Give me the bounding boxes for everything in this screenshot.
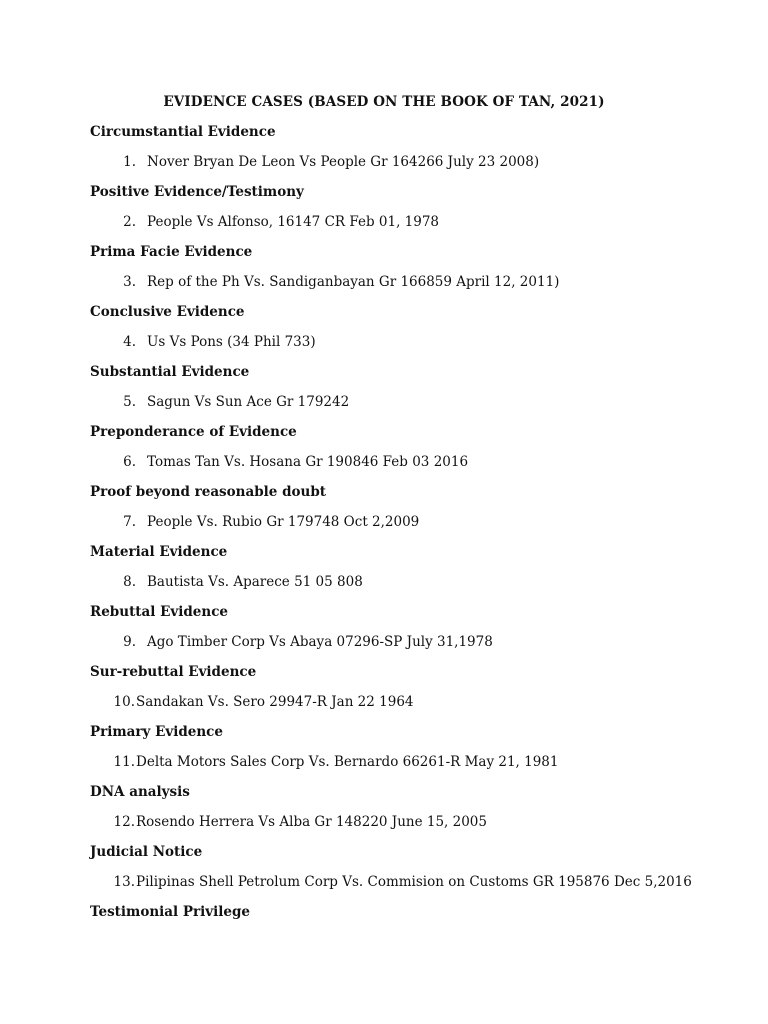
case-item bbox=[90, 334, 316, 350]
case-text: Ago Timber Corp Vs Abaya 07296-SP July 31,1978 bbox=[147, 634, 493, 650]
case-text: People Vs. Rubio Gr 179748 Oct 2,2009 bbox=[147, 514, 420, 530]
section-conclusive bbox=[90, 304, 730, 364]
section-heading: DNA analysis bbox=[90, 784, 190, 800]
case-text: Us Vs Pons (34 Phil 733) bbox=[147, 334, 316, 350]
section-proof-beyond-doubt bbox=[90, 484, 730, 544]
case-number: 9. bbox=[123, 634, 136, 650]
section-heading: Testimonial Privilege bbox=[90, 904, 250, 920]
section-heading: Primary Evidence bbox=[90, 724, 223, 740]
case-item bbox=[90, 454, 468, 470]
section-judicial-notice bbox=[90, 844, 730, 904]
case-item bbox=[90, 274, 559, 290]
case-text: People Vs Alfonso, 16147 CR Feb 01, 1978 bbox=[147, 214, 440, 230]
case-item bbox=[90, 154, 539, 170]
case-number: 3. bbox=[123, 274, 136, 290]
case-number: 12. bbox=[113, 814, 135, 830]
section-heading: Material Evidence bbox=[90, 544, 228, 560]
section-heading: Proof beyond reasonable doubt bbox=[90, 484, 327, 500]
section-heading: Judicial Notice bbox=[90, 844, 203, 860]
case-item bbox=[90, 574, 363, 590]
section-rebuttal bbox=[90, 604, 730, 664]
case-number: 4. bbox=[123, 334, 136, 350]
section-circumstantial bbox=[90, 124, 730, 184]
section-heading: Sur-rebuttal Evidence bbox=[90, 664, 257, 680]
section-prima-facie bbox=[90, 244, 730, 304]
section-substantial bbox=[90, 364, 730, 424]
case-text: Delta Motors Sales Corp Vs. Bernardo 66261-R May 21, 1981 bbox=[136, 754, 559, 770]
section-positive bbox=[90, 184, 730, 244]
case-item bbox=[90, 814, 487, 830]
case-item bbox=[90, 214, 439, 230]
section-testimonial-privilege bbox=[90, 904, 730, 964]
case-text: Tomas Tan Vs. Hosana Gr 190846 Feb 03 2016 bbox=[147, 454, 469, 470]
section-heading: Preponderance of Evidence bbox=[90, 424, 297, 440]
case-text: Rosendo Herrera Vs Alba Gr 148220 June 15, 2005 bbox=[136, 814, 487, 830]
case-number: 1. bbox=[123, 154, 136, 170]
case-text: Rep of the Ph Vs. Sandiganbayan Gr 166859 April 12, 2011) bbox=[147, 274, 560, 290]
case-text: Bautista Vs. Aparece 51 05 808 bbox=[147, 574, 363, 590]
section-heading: Conclusive Evidence bbox=[90, 304, 245, 320]
section-heading: Circumstantial Evidence bbox=[90, 124, 276, 140]
section-primary bbox=[90, 724, 730, 784]
section-dna-analysis bbox=[90, 784, 730, 844]
section-material bbox=[90, 544, 730, 604]
section-heading: Positive Evidence/Testimony bbox=[90, 184, 304, 200]
case-text: Sandakan Vs. Sero 29947-R Jan 22 1964 bbox=[136, 694, 414, 710]
case-number: 5. bbox=[123, 394, 136, 410]
section-preponderance bbox=[90, 424, 730, 484]
case-item bbox=[90, 634, 493, 650]
case-item bbox=[90, 394, 349, 410]
case-text: Nover Bryan De Leon Vs People Gr 164266 July 23 2008) bbox=[147, 154, 540, 170]
case-number: 10. bbox=[113, 694, 135, 710]
case-number: 8. bbox=[123, 574, 136, 590]
case-item bbox=[90, 754, 559, 770]
case-item bbox=[90, 514, 419, 530]
case-item bbox=[90, 874, 692, 890]
section-heading: Rebuttal Evidence bbox=[90, 604, 229, 620]
document-title: EVIDENCE CASES (BASED ON THE BOOK OF TAN, 2021) bbox=[163, 94, 605, 110]
case-number: 11. bbox=[113, 754, 135, 770]
case-number: 6. bbox=[123, 454, 136, 470]
case-number: 2. bbox=[123, 214, 136, 230]
section-sur-rebuttal bbox=[90, 664, 730, 724]
case-text: Pilipinas Shell Petrolum Corp Vs. Commision on Customs GR 195876 Dec 5,2016 bbox=[136, 874, 692, 890]
case-item bbox=[90, 694, 414, 710]
section-heading: Prima Facie Evidence bbox=[90, 244, 253, 260]
case-number: 7. bbox=[123, 514, 136, 530]
case-number: 13. bbox=[113, 874, 135, 890]
case-text: Sagun Vs Sun Ace Gr 179242 bbox=[147, 394, 350, 410]
section-heading: Substantial Evidence bbox=[90, 364, 250, 380]
case-sections bbox=[90, 124, 730, 964]
